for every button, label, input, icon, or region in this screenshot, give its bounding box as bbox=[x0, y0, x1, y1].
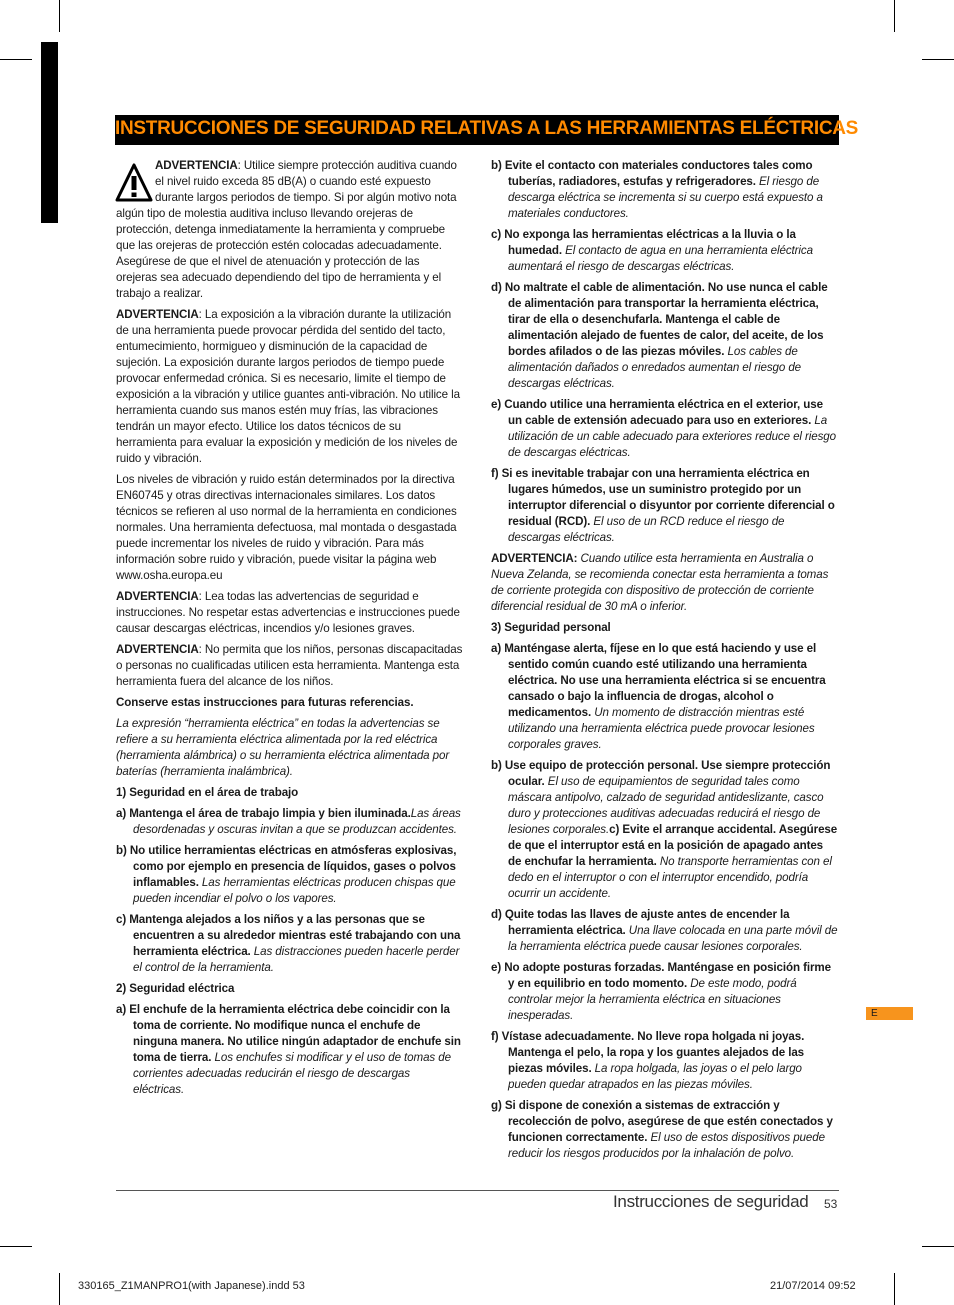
section-title-bar bbox=[115, 115, 859, 145]
list-item: b) Evite el contacto con materiales conductores tales como tuberías, radiadores, estufas y refrigeradores. El riesgo de descarga eléctrica se incrementa si su cuerpo está expuesto a materiales conductores. bbox=[491, 159, 823, 220]
list-item: f) Si es inevitable trabajar con una herramienta eléctrica en lugares húmedos, use un suministro protegido por un interruptor diferencial o disyuntor por corriente diferencial o residual (RCD). El uso de un RCD reduce el riesgo de descargas eléctricas. bbox=[491, 467, 835, 544]
crop-mark bbox=[0, 59, 32, 60]
right-column bbox=[491, 158, 838, 1167]
chapter-marker-bar bbox=[41, 42, 58, 223]
language-tab bbox=[866, 1007, 913, 1020]
print-slug-date: 21/07/2014 09:52 bbox=[770, 1280, 856, 1292]
crop-mark bbox=[894, 0, 895, 32]
list-item: a) Manténgase alerta, fíjese en lo que está haciendo y use el sentido común cuando esté utilizando una herramienta eléctrica. No use una herramienta eléctrica si se encuentra cansado o bajo la influencia de drogas, alcohol o medicamentos. Un momento de distracción mientras esté utilizando una herramienta eléctrica puede provocar lesiones corporales graves. bbox=[491, 642, 826, 751]
warning-children: ADVERTENCIA: No permita que los niños, personas discapacitadas o personas no cualificadas utilicen esta herramienta. Mantenga esta herramienta fuera del alcance de los niños. bbox=[116, 643, 463, 688]
list-item: e) Cuando utilice una herramienta eléctrica en el exterior, use un cable de extensión adecuado para uso en exteriores. La utilización de un cable adecuado para exteriores reduce el riesgo de descargas eléctricas. bbox=[491, 398, 836, 459]
keep-instructions: Conserve estas instrucciones para futuras referencias. bbox=[116, 696, 414, 709]
crop-mark bbox=[894, 1273, 895, 1305]
list-item: d) Quite todas las llaves de ajuste antes de encender la herramienta eléctrica. Una llave colocada en una parte móvil de la herramienta eléctrica puede causar lesiones corporales. bbox=[491, 908, 838, 953]
section-heading-personal: 3) Seguridad personal bbox=[491, 621, 611, 634]
warning-hearing: ADVERTENCIA: Utilice siempre protección auditiva cuando el nivel ruido exceda 85 dB(A) o cuando esté expuesto durante largos periodos de tiempo. Si por algún motivo nota algún tipo de molestia auditiva incluso llevando orejeras de protección, detenga inmediatamente la herramienta y compruebe que las orejeras de protección estén colocadas adecuadamente. Asegúrese de que el nivel de atenuación y protección de las orejeras sea adecuado dependiendo del tipo de herramienta y el trabajo a realizar. bbox=[116, 159, 457, 300]
page-number: 53 bbox=[824, 1197, 838, 1211]
list-item: c) Mantenga alejados a los niños y a las personas que se encuentren a su alrededor mientras esté trabajando con una herramienta eléctrica. Las distracciones pueden hacerle perder el control de la herramienta. bbox=[116, 913, 461, 974]
warning-triangle-icon bbox=[115, 162, 153, 204]
language-tab-label: E bbox=[871, 1008, 878, 1019]
warning-vibration: ADVERTENCIA: La exposición a la vibración durante la utilización de una herramienta puede provocar pérdida del sentido del tacto, entumecimiento, hormigueo y disminución de la capacidad de sujeción. La exposición durante largos periodos de tiempo puede provocar enfermedad crónica. Si es necesario, limite el tiempo de exposición a la vibración y utilice guantes anti-vibración. No utilice la herramienta cuando sus manos estén muy frías, las vibraciones tendrán un mayor efecto. Utilice los datos técnicos de su herramienta para evaluar la exposición y medición de los niveles de ruido y vibración. bbox=[116, 308, 460, 465]
list-item: d) No maltrate el cable de alimentación. No use nunca el cable de alimentación para transportar la herramienta eléctrica, tirar de ella o desenchufarla. Mantenga el cable de alimentación alejado de fuentes de calor, del aceite, de los bordes afilados o de las piezas móviles. Los cables de alimentación dañados o enredados aumentan el riesgo de descargas eléctricas. bbox=[491, 281, 828, 390]
warning-australia: ADVERTENCIA: Cuando utilice esta herramienta en Australia o Nueva Zelanda, se recomienda conectar esta herramienta a tomas de corriente protegida con dispositivo de protección de corriente diferencial residual de 30 mA o inferior. bbox=[491, 552, 829, 613]
list-item: a) Mantenga el área de trabajo limpia y bien iluminada.Las áreas desordenadas y oscuras invitan a que se produzcan accidentes. bbox=[116, 807, 461, 836]
list-item: g) Si dispone de conexión a sistemas de extracción y recolección de polvo, asegúrese de que estén conectados y funcionen correctamente. El uso de estos dispositivos puede reducir los riesgos producidos por la inhalación de polvo. bbox=[491, 1099, 833, 1160]
list-item: b) Use equipo de protección personal. Use siempre protección ocular. El uso de equipamientos de seguridad tales como máscara antipolvo, calzado de seguridad antideslizante, casco duro y protecciones auditivas adecuadas reducirá el riesgo de lesiones corporales.c) Evite el arranque accidental. Asegúrese de que el interruptor está en la posición de apagado antes de enchufar la herramienta. No transporte herramientas con el dedo en el interruptor o con el interruptor encendido, podría ocurrir un accidente. bbox=[491, 759, 838, 900]
warning-read-all: ADVERTENCIA: Lea todas las advertencias de seguridad e instrucciones. No respetar estas advertencias e instrucciones puede causar descargas eléctricas, incendios y/o lesiones graves. bbox=[116, 590, 460, 635]
footer-section-title: Instrucciones de seguridad bbox=[613, 1192, 809, 1211]
crop-mark bbox=[922, 59, 954, 60]
left-column bbox=[116, 158, 463, 1103]
list-item: a) El enchufe de la herramienta eléctrica debe coincidir con la toma de corriente. No modifique nunca el enchufe de ninguna manera. No utilice ningún adaptador de enchufe sin toma de tierra. Los enchufes si modificar y el uso de tomas de corrientes adecuadas reducirán el riesgo de descargas eléctricas. bbox=[116, 1003, 461, 1096]
crop-mark bbox=[59, 0, 60, 32]
section-heading-work-area: 1) Seguridad en el área de trabajo bbox=[116, 786, 299, 799]
crop-mark bbox=[922, 1246, 954, 1247]
list-item: b) No utilice herramientas eléctricas en atmósferas explosivas, como por ejemplo en presencia de líquidos, gases o polvos inflamables. Las herramientas eléctricas producen chispas que pueden incendiar el polvo o los vapores. bbox=[116, 844, 457, 905]
vibration-levels-note: Los niveles de vibración y ruido están determinados por la directiva EN60745 y otras directivas internacionales similares. Los datos técnicos se refieren al uso normal de la herramienta en condiciones normales. Una herramienta defectuosa, mal montada o desgastada puede incrementar los niveles de ruido y vibración. Para más información sobre ruido y vibración, puede visitar la página web www.osha.europa.eu bbox=[116, 473, 457, 582]
print-slug-file: 330165_Z1MANPRO1(with Japanese).indd 53 bbox=[78, 1280, 305, 1292]
page-title: INSTRUCCIONES DE SEGURIDAD RELATIVAS A LAS HERRAMIENTAS ELÉCTRICAS bbox=[115, 118, 859, 139]
crop-mark bbox=[0, 1246, 32, 1247]
list-item: f) Vístase adecuadamente. No lleve ropa holgada ni joyas. Mantenga el pelo, la ropa y los guantes alejados de las piezas móviles. La ropa holgada, las joyas o el pelo largo pueden quedar atrapados en las piezas móviles. bbox=[491, 1030, 805, 1091]
footer-rule bbox=[116, 1190, 839, 1191]
list-item: e) No adopte posturas forzadas. Manténgase en posición firme y en equilibrio en todo momento. De este modo, podrá controlar mejor la herramienta eléctrica en situaciones inesperadas. bbox=[491, 961, 831, 1022]
section-heading-electrical: 2) Seguridad eléctrica bbox=[116, 982, 235, 995]
list-item: c) No exponga las herramientas eléctricas a la lluvia o la humedad. El contacto de agua en una herramienta eléctrica aumentará el riesgo de descargas eléctricas. bbox=[491, 228, 813, 273]
power-tool-definition: La expresión “herramienta eléctrica” en todas la advertencias se refiere a su herramienta eléctrica alimentada por la red eléctrica (herramienta alámbrica) o su herramienta eléctrica alimentada por baterías (herramienta inalámbrica). bbox=[116, 717, 450, 778]
crop-mark bbox=[59, 1273, 60, 1305]
